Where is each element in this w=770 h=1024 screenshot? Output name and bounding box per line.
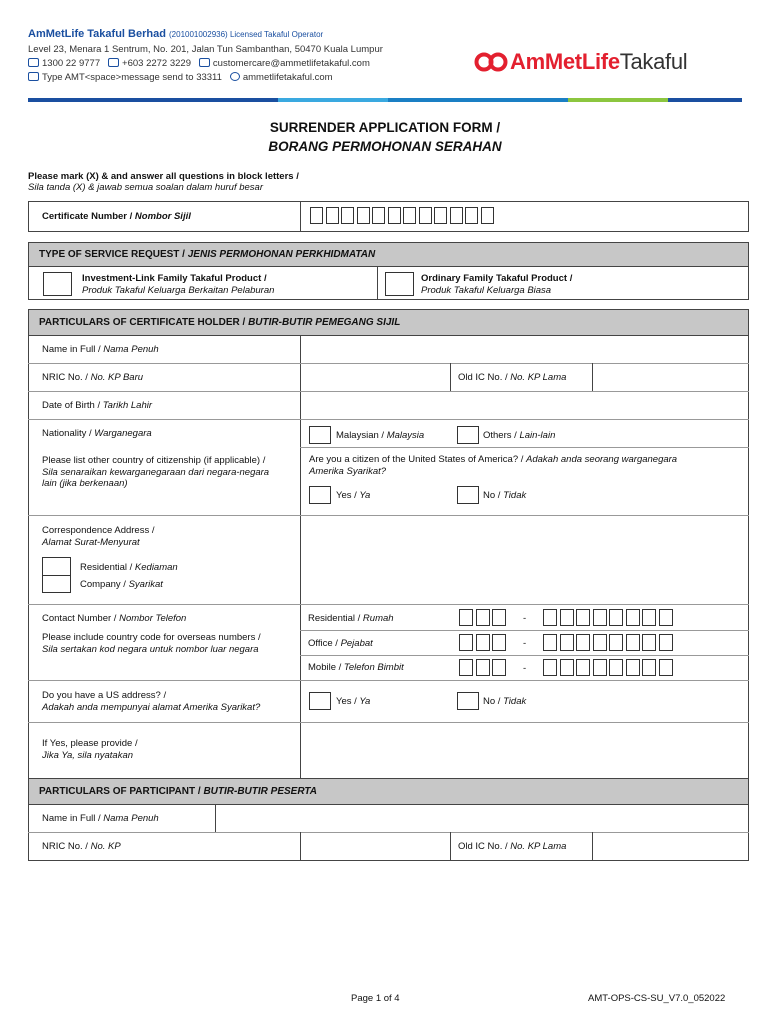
phone-office-dash: - bbox=[523, 638, 527, 649]
instruction-en: Please mark (X) & and answer all questions in block letters / bbox=[28, 171, 299, 182]
participant-oldic-input[interactable] bbox=[594, 834, 748, 860]
character-cell[interactable] bbox=[609, 634, 623, 651]
us-address-question: Do you have a US address? / Adakah anda mempunyai alamat Amerika Syarikat? bbox=[42, 690, 261, 713]
phone-office-label: Office / Pejabat bbox=[308, 638, 373, 649]
character-cell[interactable] bbox=[403, 207, 416, 224]
character-cell[interactable] bbox=[593, 609, 607, 626]
holder-nric-label: NRIC No. / No. KP Baru bbox=[42, 372, 144, 383]
us-citizen-question: Are you a citizen of the United States of America? / Adakah anda seorang warganegara Amerika Syarikat? bbox=[309, 454, 678, 477]
phone-icon bbox=[28, 58, 39, 67]
contact-number-label: Contact Number / Nombor Telefon bbox=[42, 613, 187, 624]
character-cell[interactable] bbox=[310, 207, 323, 224]
character-cell[interactable] bbox=[560, 609, 574, 626]
participant-name-input[interactable] bbox=[217, 806, 748, 831]
character-cell[interactable] bbox=[492, 659, 506, 676]
us-address-yes-checkbox[interactable] bbox=[309, 692, 331, 710]
us-address-no-label: No / Tidak bbox=[483, 696, 527, 707]
character-cell[interactable] bbox=[459, 609, 473, 626]
character-cell[interactable] bbox=[576, 609, 590, 626]
nationality-malaysian-label: Malaysian / Malaysia bbox=[336, 430, 425, 441]
participant-nric-label: NRIC No. / No. KP bbox=[42, 841, 121, 852]
nationality-malaysian-checkbox[interactable] bbox=[309, 426, 331, 444]
character-cell[interactable] bbox=[459, 659, 473, 676]
phone-mobile-dash: - bbox=[523, 663, 527, 674]
investment-link-checkbox[interactable] bbox=[43, 272, 72, 296]
character-cell[interactable] bbox=[434, 207, 447, 224]
certificate-holder-header: PARTICULARS OF CERTIFICATE HOLDER / BUTIR-BUTIR PEMEGANG SIJIL bbox=[28, 309, 749, 336]
character-cell[interactable] bbox=[543, 659, 557, 676]
phone-residential-number-input[interactable] bbox=[543, 609, 675, 626]
character-cell[interactable] bbox=[560, 659, 574, 676]
ordinary-family-label: Ordinary Family Takaful Product / Produk Takaful Keluarga Biasa bbox=[421, 273, 573, 296]
character-cell[interactable] bbox=[576, 659, 590, 676]
phone-residential-prefix-input[interactable] bbox=[459, 609, 509, 626]
character-cell[interactable] bbox=[543, 634, 557, 651]
character-cell[interactable] bbox=[659, 634, 673, 651]
company-registration: (201001002936) Licensed Takaful Operator bbox=[169, 30, 324, 39]
character-cell[interactable] bbox=[476, 659, 490, 676]
character-cell[interactable] bbox=[560, 634, 574, 651]
character-cell[interactable] bbox=[609, 659, 623, 676]
header-band-midblue bbox=[388, 98, 568, 102]
character-cell[interactable] bbox=[492, 609, 506, 626]
form-title-malay: BORANG PERMOHONAN SERAHAN bbox=[268, 139, 502, 154]
character-cell[interactable] bbox=[626, 609, 640, 626]
participant-header: PARTICULARS OF PARTICIPANT / BUTIR-BUTIR PESERTA bbox=[28, 778, 749, 805]
participant-nric-input[interactable] bbox=[302, 834, 448, 860]
phone-mobile-number-input[interactable] bbox=[543, 659, 675, 676]
holder-name-input[interactable] bbox=[302, 337, 748, 362]
character-cell[interactable] bbox=[642, 609, 656, 626]
character-cell[interactable] bbox=[341, 207, 354, 224]
character-cell[interactable] bbox=[593, 634, 607, 651]
certificate-number-input[interactable] bbox=[310, 207, 496, 224]
character-cell[interactable] bbox=[576, 634, 590, 651]
character-cell[interactable] bbox=[450, 207, 463, 224]
us-citizen-yes-checkbox[interactable] bbox=[309, 486, 331, 504]
header-band-green bbox=[568, 98, 668, 102]
sms-line: Type AMT<space>message send to 33311 ammetlifetakaful.com bbox=[28, 72, 333, 83]
holder-nric-input[interactable] bbox=[302, 365, 448, 390]
company-name: AmMetLife Takaful Berhad (201001002936) Licensed Takaful Operator bbox=[28, 28, 324, 40]
certificate-number-label: Certificate Number / Nombor Sijil bbox=[42, 211, 191, 222]
character-cell[interactable] bbox=[465, 207, 478, 224]
form-title: SURRENDER APPLICATION FORM / bbox=[269, 120, 501, 135]
phone-office-prefix-input[interactable] bbox=[459, 634, 509, 651]
header-band-blue bbox=[28, 98, 278, 102]
holder-nationality-label: Nationality / Warganegara bbox=[42, 428, 152, 439]
address-residential-checkbox[interactable] bbox=[43, 558, 70, 575]
nationality-others-checkbox[interactable] bbox=[457, 426, 479, 444]
phone-residential-label: Residential / Rumah bbox=[308, 613, 394, 624]
character-cell[interactable] bbox=[388, 207, 401, 224]
email-icon bbox=[199, 58, 210, 67]
contact-line: 1300 22 9777 +603 2272 3229 customercare@ammetlifetakaful.com bbox=[28, 58, 370, 69]
character-cell[interactable] bbox=[642, 634, 656, 651]
logo-mark-icon bbox=[474, 51, 510, 73]
form-code: AMT-OPS-CS-SU_V7.0_052022 bbox=[588, 993, 726, 1004]
character-cell[interactable] bbox=[326, 207, 339, 224]
us-address-yes-label: Yes / Ya bbox=[336, 696, 371, 707]
us-address-provide-label: If Yes, please provide / Jika Ya, sila nyatakan bbox=[42, 738, 138, 761]
address-input[interactable] bbox=[302, 517, 748, 603]
company-logo: AmMetLifeTakaful bbox=[474, 49, 687, 75]
other-citizenship-label: Please list other country of citizenship (if applicable) / Sila senaraikan kewarganegaraan dari negara-negara lain (jika berkenaan) bbox=[42, 455, 270, 489]
phone-mobile-label: Mobile / Telefon Bimbit bbox=[308, 662, 404, 673]
sms-icon bbox=[28, 72, 39, 81]
phone-residential-dash: - bbox=[523, 613, 527, 624]
character-cell[interactable] bbox=[626, 634, 640, 651]
service-request-header: TYPE OF SERVICE REQUEST / JENIS PERMOHONAN PERKHIDMATAN bbox=[28, 242, 749, 267]
character-cell[interactable] bbox=[419, 207, 432, 224]
header-band-end bbox=[668, 98, 742, 102]
character-cell[interactable] bbox=[459, 634, 473, 651]
character-cell[interactable] bbox=[476, 609, 490, 626]
character-cell[interactable] bbox=[476, 634, 490, 651]
ordinary-family-checkbox[interactable] bbox=[385, 272, 414, 296]
participant-oldic-label: Old IC No. / No. KP Lama bbox=[458, 841, 567, 852]
address-label: Correspondence Address / Alamat Surat-Menyurat bbox=[42, 525, 155, 548]
us-citizen-no-label: No / Tidak bbox=[483, 490, 527, 501]
character-cell[interactable] bbox=[481, 207, 494, 224]
phone-mobile-prefix-input[interactable] bbox=[459, 659, 509, 676]
address-company-checkbox[interactable] bbox=[43, 576, 70, 592]
character-cell[interactable] bbox=[372, 207, 385, 224]
address-company-label: Company / Syarikat bbox=[80, 579, 163, 590]
company-address: Level 23, Menara 1 Sentrum, No. 201, Jalan Tun Sambanthan, 50470 Kuala Lumpur bbox=[28, 44, 383, 55]
address-residential-label: Residential / Kediaman bbox=[80, 562, 178, 573]
holder-dob-label: Date of Birth / Tarikh Lahir bbox=[42, 400, 153, 411]
us-citizen-no-checkbox[interactable] bbox=[457, 486, 479, 504]
character-cell[interactable] bbox=[659, 659, 673, 676]
character-cell[interactable] bbox=[626, 659, 640, 676]
character-cell[interactable] bbox=[642, 659, 656, 676]
country-code-note: Please include country code for overseas numbers / Sila sertakan kod negara untuk nombor luar negara bbox=[42, 632, 261, 655]
character-cell[interactable] bbox=[609, 609, 623, 626]
instruction-ms: Sila tanda (X) & jawab semua soalan dalam huruf besar bbox=[28, 182, 263, 193]
globe-icon bbox=[230, 72, 240, 81]
holder-oldic-input[interactable] bbox=[594, 365, 748, 390]
participant-name-label: Name in Full / Nama Penuh bbox=[42, 813, 159, 824]
page-number: Page 1 of 4 bbox=[351, 993, 400, 1004]
holder-oldic-label: Old IC No. / No. KP Lama bbox=[458, 372, 567, 383]
holder-dob-input[interactable] bbox=[302, 393, 748, 418]
character-cell[interactable] bbox=[492, 634, 506, 651]
us-address-no-checkbox[interactable] bbox=[457, 692, 479, 710]
header-band-lightblue bbox=[278, 98, 388, 102]
character-cell[interactable] bbox=[357, 207, 370, 224]
character-cell[interactable] bbox=[543, 609, 557, 626]
holder-name-label: Name in Full / Nama Penuh bbox=[42, 344, 159, 355]
character-cell[interactable] bbox=[659, 609, 673, 626]
us-citizen-yes-label: Yes / Ya bbox=[336, 490, 371, 501]
character-cell[interactable] bbox=[593, 659, 607, 676]
investment-link-label: Investment-Link Family Takaful Product / Produk Takaful Keluarga Berkaitan Pelaburan bbox=[82, 273, 275, 296]
fax-icon bbox=[108, 58, 119, 67]
nationality-others-label: Others / Lain-lain bbox=[483, 430, 556, 441]
phone-office-number-input[interactable] bbox=[543, 634, 675, 651]
